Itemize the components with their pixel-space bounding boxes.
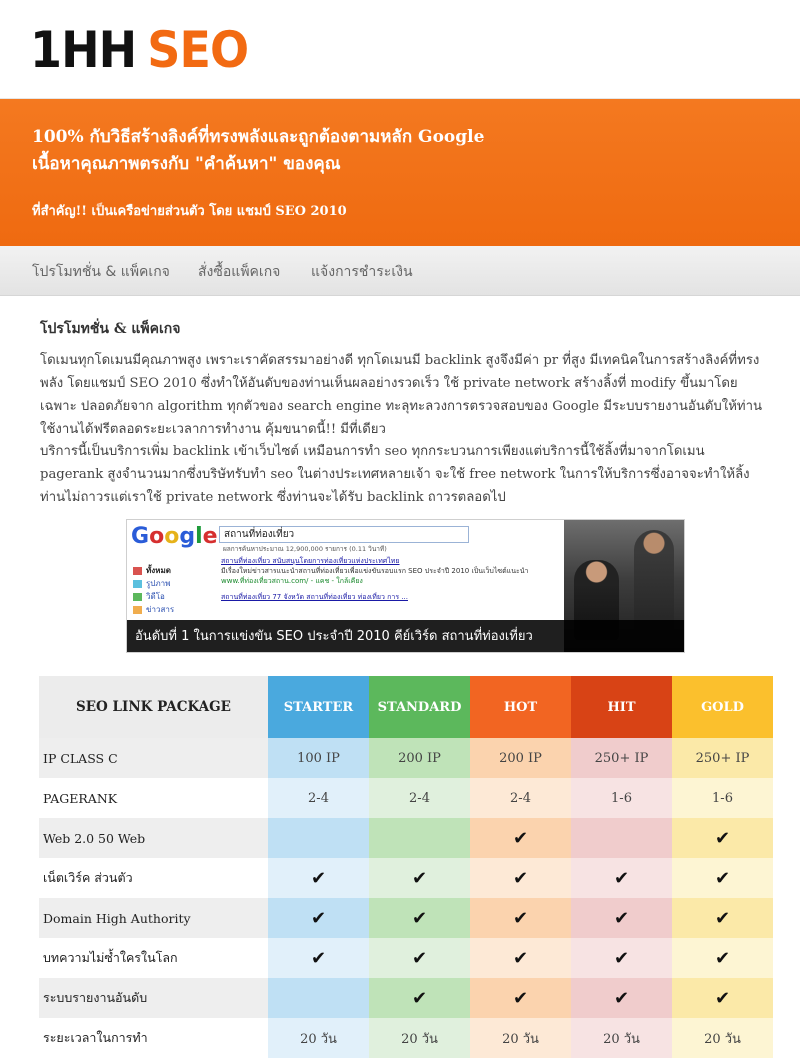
intro-paragraph: โดเมนทุกโดเมนมีคุณภาพสูง เพราะเราคัดสรรมาอย่างดี ทุกโดเมนมี backlink สูงจึงมีค่า pr ที่สูง มีเทคนิคในการสร้างลิงค์ที่ทรงพลัง โดยแชมป์ SEO 2010 ซึ่งทำให้อันดับของท่านเห็นผลอย่างรวดเร็ว ใช้ private network สร้างลิ้งที่ modify ขึ้นมาโดยเฉพาะ ปลอดภัยจาก algorithm ทุกตัวของ search engine ทะลุทะลวงการตรวจสอบของ Google มีระบบรายงานอันดับให้ท่านใช้งานได้ฟรีตลอดระยะเวลาการทำงาน คุ้มขนาดนี้!! มีที่เดียว bbox=[40, 353, 763, 437]
package-value: 20 วัน bbox=[369, 1018, 470, 1058]
check-icon: ✔ bbox=[571, 898, 672, 938]
package-header-hit[interactable]: HIT bbox=[571, 676, 672, 738]
pricing-header-row bbox=[39, 676, 773, 738]
package-value: 2-4 bbox=[369, 778, 470, 818]
check-icon: ✔ bbox=[470, 978, 571, 1018]
ranking-screenshot bbox=[126, 519, 685, 653]
pricing-row bbox=[39, 938, 773, 978]
feature-label: Web 2.0 50 Web bbox=[39, 818, 268, 858]
check-icon: ✔ bbox=[369, 858, 470, 898]
package-value: 20 วัน bbox=[672, 1018, 773, 1058]
feature-label: PAGERANK bbox=[39, 778, 268, 818]
empty-cell bbox=[571, 818, 672, 858]
feature-label: เน็ตเวิร์ค ส่วนตัว bbox=[39, 858, 268, 898]
all-icon bbox=[133, 567, 142, 575]
pricing-row bbox=[39, 978, 773, 1018]
sidebar-link: ทั้งหมด bbox=[133, 564, 174, 577]
package-value: 1-6 bbox=[571, 778, 672, 818]
check-icon: ✔ bbox=[268, 938, 369, 978]
check-icon: ✔ bbox=[571, 858, 672, 898]
check-icon: ✔ bbox=[672, 978, 773, 1018]
pricing-row bbox=[39, 898, 773, 938]
package-value: 1-6 bbox=[672, 778, 773, 818]
package-header-standard[interactable]: STANDARD bbox=[369, 676, 470, 738]
hero-banner bbox=[0, 99, 800, 246]
check-icon: ✔ bbox=[470, 818, 571, 858]
site-header bbox=[0, 0, 800, 99]
result-url: www.ที่ท่องเที่ยวสถาน.com/ - แคช - ใกล้เคียง bbox=[221, 577, 363, 585]
hero-subline: ที่สำคัญ!! เป็นเครือข่ายส่วนตัว โดย แชมป์ SEO 2010 bbox=[32, 204, 347, 219]
sidebar-link: ข่าวสาร bbox=[133, 603, 174, 616]
hero-headline-line-2: เนื้อหาคุณภาพตรงกับ "คำค้นหา" ของคุณ bbox=[32, 154, 341, 174]
google-logo: Google bbox=[131, 524, 218, 549]
package-header-starter[interactable]: STARTER bbox=[268, 676, 369, 738]
nav-item-promotion[interactable]: โปรโมทชั่น & แพ็คเกจ bbox=[32, 264, 170, 280]
service-paragraph: บริการนี้เป็นบริการเพิ่ม backlink เข้าเว็บไซต์ เหมือนการทำ seo ทุกกระบวนการเพียงแต่บริการนี้ใช้ลิ้งที่มาจากโดเมน pagerank สูงจำนวนมากซึ่งบริษัทรับทำ seo ในต่างประเทศหลายเจ้า จะใช้ free network ในการให้บริการซึ่งอาจจะทำให้ลิ้งท่านไม่ถาวรแต่เราใช้ private network ซึ่งท่านจะได้รับ backlink ถาวรตลอดไป bbox=[40, 444, 750, 505]
section-title: โปรโมทชั่น & แพ็คเกจ bbox=[40, 321, 181, 337]
hero-headline-line-1: 100% กับวิธีสร้างลิงค์ที่ทรงพลังและถูกต้องตามหลัก Google bbox=[32, 127, 485, 147]
check-icon: ✔ bbox=[369, 938, 470, 978]
site-logo[interactable] bbox=[30, 22, 248, 78]
nav-item-order[interactable]: สั่งซื้อแพ็คเกจ bbox=[198, 264, 281, 280]
main-nav bbox=[0, 246, 800, 296]
search-results bbox=[221, 556, 566, 602]
video-icon bbox=[133, 593, 142, 601]
hero-headline bbox=[32, 124, 484, 178]
package-value: 2-4 bbox=[268, 778, 369, 818]
empty-cell bbox=[369, 818, 470, 858]
check-icon: ✔ bbox=[369, 898, 470, 938]
pricing-row bbox=[39, 818, 773, 858]
check-icon: ✔ bbox=[470, 858, 571, 898]
logo-accent-text: SEO bbox=[147, 21, 249, 79]
package-value: 250+ IP bbox=[672, 738, 773, 778]
feature-label: บทความไม่ซ้ำใครในโลก bbox=[39, 938, 268, 978]
package-header-hot[interactable]: HOT bbox=[470, 676, 571, 738]
check-icon: ✔ bbox=[672, 858, 773, 898]
feature-label: IP CLASS C bbox=[39, 738, 268, 778]
sidebar-link: วิดีโอ bbox=[133, 590, 174, 603]
check-icon: ✔ bbox=[672, 938, 773, 978]
package-header-gold[interactable]: GOLD bbox=[672, 676, 773, 738]
package-value: 20 วัน bbox=[268, 1018, 369, 1058]
feature-label: ระบบรายงานอันดับ bbox=[39, 978, 268, 1018]
pricing-row bbox=[39, 1018, 773, 1058]
search-query-box: สถานที่ท่องเที่ยว bbox=[219, 526, 469, 543]
package-value: 200 IP bbox=[369, 738, 470, 778]
feature-label: ระยะเวลาในการทำ bbox=[39, 1018, 268, 1058]
result-title: สถานที่ท่องเที่ยว สนับสนุนโดยการท่องเที่ยวแห่งประเทศไทย bbox=[221, 557, 400, 565]
empty-cell bbox=[268, 978, 369, 1018]
result-stats: ผลการค้นหาประมาณ 12,900,000 รายการ (0.11 วินาที) bbox=[223, 545, 387, 553]
news-icon bbox=[133, 606, 142, 614]
package-value: 200 IP bbox=[470, 738, 571, 778]
check-icon: ✔ bbox=[571, 978, 672, 1018]
image-icon bbox=[133, 580, 142, 588]
check-icon: ✔ bbox=[672, 818, 773, 858]
result-title: สถานที่ท่องเที่ยว 77 จังหวัด สถานที่ท่องเที่ยว ท่องเที่ยว การ ... bbox=[221, 593, 408, 601]
check-icon: ✔ bbox=[268, 858, 369, 898]
package-value: 20 วัน bbox=[571, 1018, 672, 1058]
check-icon: ✔ bbox=[369, 978, 470, 1018]
check-icon: ✔ bbox=[470, 938, 571, 978]
pricing-row bbox=[39, 738, 773, 778]
pricing-row bbox=[39, 778, 773, 818]
check-icon: ✔ bbox=[672, 898, 773, 938]
logo-dark-text: 1HH bbox=[30, 21, 137, 79]
pricing-table bbox=[39, 676, 773, 1058]
check-icon: ✔ bbox=[470, 898, 571, 938]
check-icon: ✔ bbox=[571, 938, 672, 978]
screenshot-caption: อันดับที่ 1 ในการแข่งขัน SEO ประจำปี 2010 คีย์เวิร์ด สถานที่ท่องเที่ยว bbox=[127, 620, 685, 653]
package-label-header: SEO LINK PACKAGE bbox=[39, 676, 268, 738]
package-value: 2-4 bbox=[470, 778, 571, 818]
feature-label: Domain High Authority bbox=[39, 898, 268, 938]
result-snippet: มีเรื่องใหม่ข่าวสารแนะนำสถานที่ท่องเที่ยวเพื่อแข่งขันรอบแรก SEO ประจำปี 2010 เป็นเว็บไซต์แนะนำ bbox=[221, 567, 529, 575]
nav-item-payment[interactable]: แจ้งการชำระเงิน bbox=[311, 264, 413, 280]
sidebar-link: รูปภาพ bbox=[133, 577, 174, 590]
empty-cell bbox=[268, 818, 369, 858]
search-sidebar bbox=[133, 564, 174, 616]
package-value: 20 วัน bbox=[470, 1018, 571, 1058]
package-value: 100 IP bbox=[268, 738, 369, 778]
check-icon: ✔ bbox=[268, 898, 369, 938]
pricing-row bbox=[39, 858, 773, 898]
package-value: 250+ IP bbox=[571, 738, 672, 778]
